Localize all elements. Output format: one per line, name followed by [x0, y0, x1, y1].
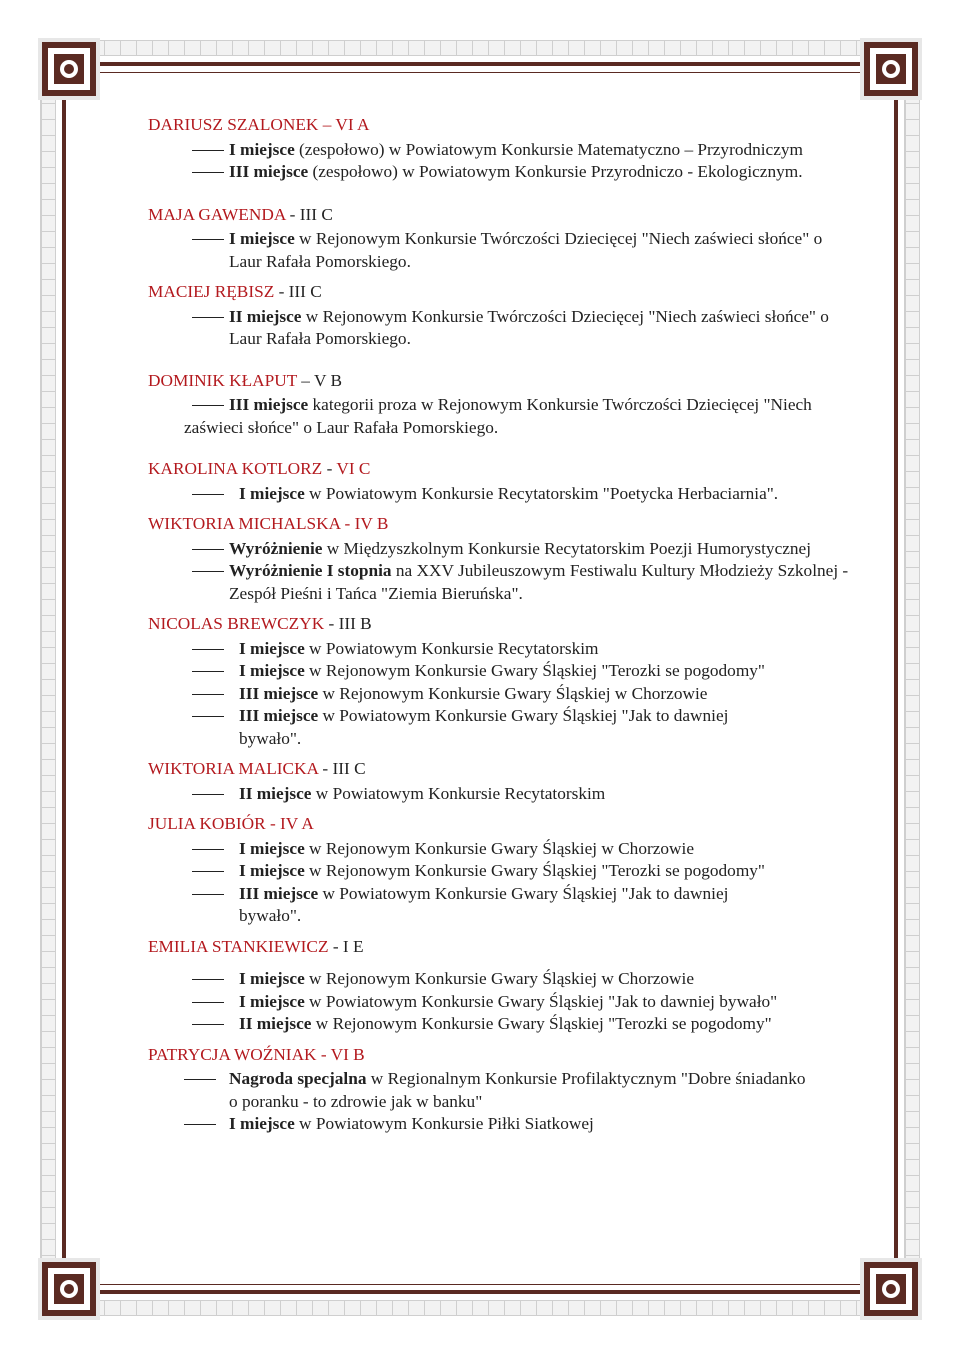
award-place: I miejsce: [239, 483, 305, 503]
award-place: Wyróżnienie I stopnia: [229, 561, 392, 580]
award-item: [148, 394, 850, 439]
student-entry: [148, 281, 850, 351]
award-place: Nagroda specjalna: [229, 1069, 367, 1088]
student-heading: [148, 813, 850, 836]
dash-icon: [192, 405, 224, 406]
frame-top-line: [62, 62, 898, 66]
student-name: NICOLAS BREWCZYK: [148, 614, 325, 633]
student-separator: -: [340, 514, 355, 533]
dash-icon: [184, 1079, 216, 1080]
award-description: w Powiatowym Konkursie Piłki Siatkowej: [294, 1114, 594, 1133]
award-description: w Rejonowym Konkursie Gwary Śląskiej "Terozki se pogodomy": [304, 661, 765, 680]
dash-icon: [192, 172, 224, 173]
award-description: w Rejonowym Konkursie Gwary Śląskiej w Chorzowie: [318, 683, 708, 703]
frame-inner-bottom-line: [80, 1284, 880, 1285]
award-place: I miejsce: [239, 969, 305, 988]
student-class: VI B: [330, 1044, 365, 1064]
student-entry: [148, 114, 850, 184]
award-description: kategorii proza w Rejonowym Konkursie Twórczości Dziecięcej "Niech zaświeci słońce" o Laur Rafała Pomorskiego.: [184, 395, 812, 437]
corner-ornament-icon: [38, 1258, 100, 1320]
student-class: III C: [299, 204, 333, 224]
award-item: [148, 1113, 850, 1136]
award-place: I miejsce: [229, 139, 295, 159]
student-class: III C: [288, 282, 322, 301]
award-description: w Powiatowym Konkursie Gwary Śląskiej "Jak to dawniej bywało": [304, 991, 778, 1011]
frame-bottom-tiles: [40, 1300, 920, 1316]
dash-icon: [192, 794, 224, 795]
award-place: III miejsce: [239, 683, 319, 703]
student-heading: [148, 613, 850, 636]
student-class: VI C: [336, 459, 371, 478]
award-description: w Regionalnym Konkursie Profilaktycznym "Dobre śniadanko o poranku - to zdrowie jak w banku": [229, 1069, 806, 1111]
student-entry: [148, 936, 850, 1036]
frame-right-line: [894, 62, 898, 1294]
student-entry: [148, 513, 850, 605]
student-class: IV B: [354, 514, 389, 533]
student-separator: -: [324, 614, 339, 633]
award-place: III miejsce: [229, 162, 309, 181]
student-entry: [148, 813, 850, 928]
dash-icon: [192, 150, 224, 151]
frame-top-tiles: [40, 40, 920, 56]
student-entry: [148, 758, 850, 805]
student-class: VI A: [335, 115, 370, 134]
award-description: w Powiatowym Konkursie Recytatorskim: [304, 638, 599, 658]
award-description: (zespołowo) w Powiatowym Konkursie Matematyczno – Przyrodniczym: [294, 139, 803, 159]
student-separator: -: [322, 459, 337, 478]
student-heading: [148, 370, 850, 393]
student-heading: [148, 458, 850, 481]
dash-icon: [192, 571, 224, 572]
student-name: DOMINIK KŁAPUT: [148, 370, 297, 390]
student-name: MAJA GAWENDA: [148, 204, 286, 224]
student-separator: –: [318, 115, 336, 134]
dash-icon: [192, 494, 224, 495]
student-name: WIKTORIA MALICKA: [148, 759, 319, 778]
award-description: w Rejonowym Konkursie Gwary Śląskiej w Chorzowie: [304, 969, 694, 988]
student-heading: [148, 114, 850, 137]
corner-ornament-icon: [860, 1258, 922, 1320]
dash-icon: [192, 716, 224, 717]
student-heading: [148, 936, 850, 959]
award-description: w Rejonowym Konkursie Twórczości Dziecięcej "Niech zaświeci słońce" o Laur Rafała Pomorskiego.: [229, 229, 823, 271]
student-separator: -: [318, 759, 333, 778]
award-place: I miejsce: [239, 638, 305, 658]
award-description: w Powiatowym Konkursie Gwary Śląskiej "Jak to dawniej bywało".: [239, 883, 729, 925]
student-class: III B: [338, 614, 372, 633]
dash-icon: [192, 1024, 224, 1025]
award-place: I miejsce: [229, 1114, 295, 1133]
frame-left-tiles: [40, 40, 56, 1316]
student-name: JULIA KOBIÓR: [148, 814, 266, 833]
student-class: IV A: [280, 814, 314, 833]
award-place: III miejsce: [239, 706, 319, 725]
frame-right-tiles: [904, 40, 920, 1316]
award-description: w Rejonowym Konkursie Gwary Śląskiej "Terozki se pogodomy": [311, 1014, 772, 1033]
award-item: [148, 991, 850, 1014]
student-name: KAROLINA KOTLORZ: [148, 459, 323, 478]
award-place: III miejsce: [229, 395, 309, 414]
award-place: I miejsce: [229, 229, 295, 248]
frame-inner-top-line: [80, 72, 880, 73]
award-description: w Rejonowym Konkursie Gwary Śląskiej w Chorzowie: [304, 838, 694, 858]
award-item: [148, 139, 850, 162]
award-description: w Rejonowym Konkursie Gwary Śląskiej "Terozki se pogodomy": [304, 861, 765, 880]
student-separator: -: [316, 1044, 331, 1064]
student-entry: [148, 458, 850, 505]
student-name: MACIEJ RĘBISZ: [148, 282, 275, 301]
student-heading: [148, 204, 850, 227]
award-item: [148, 860, 850, 883]
dash-icon: [192, 1002, 224, 1003]
award-place: I miejsce: [239, 661, 305, 680]
award-place: II miejsce: [239, 783, 312, 803]
award-description: w Rejonowym Konkursie Twórczości Dziecięcej "Niech zaświeci słońce" o Laur Rafała Pomorskiego.: [229, 306, 829, 348]
award-item: [148, 161, 850, 184]
award-description: w Międzyszkolnym Konkursie Recytatorskim Poezji Humorystycznej: [322, 538, 812, 558]
award-item: [148, 483, 850, 506]
student-heading: [148, 513, 850, 536]
frame-bottom-line: [62, 1290, 898, 1294]
award-item: [148, 306, 850, 351]
student-entry: [148, 1044, 850, 1136]
dash-icon: [192, 549, 224, 550]
student-class: I E: [342, 936, 364, 956]
award-description: w Powiatowym Konkursie Gwary Śląskiej "Jak to dawniej bywało".: [239, 706, 729, 748]
dash-icon: [192, 894, 224, 895]
award-item: [148, 838, 850, 861]
award-item: [148, 683, 850, 706]
student-separator: -: [265, 814, 281, 833]
award-item: [148, 638, 850, 661]
award-place: II miejsce: [229, 306, 302, 326]
award-item: [148, 968, 850, 991]
student-name: DARIUSZ SZALONEK: [148, 115, 319, 134]
awards-list: [148, 114, 850, 1146]
award-item: [148, 1013, 850, 1036]
dash-icon: [192, 317, 224, 318]
award-item: [148, 660, 850, 683]
dash-icon: [192, 979, 224, 980]
student-class: V B: [313, 370, 342, 390]
student-name: EMILIA STANKIEWICZ: [148, 936, 329, 956]
student-entry: [148, 204, 850, 274]
corner-ornament-icon: [38, 38, 100, 100]
dash-icon: [184, 1124, 216, 1125]
award-place: II miejsce: [239, 1014, 312, 1033]
student-entry: [148, 613, 850, 750]
award-item: [148, 560, 850, 605]
dash-icon: [192, 849, 224, 850]
dash-icon: [192, 871, 224, 872]
award-place: Wyróżnienie: [229, 538, 323, 558]
student-heading: [148, 281, 850, 304]
dash-icon: [192, 239, 224, 240]
award-item: [148, 228, 850, 273]
award-item: [148, 1068, 850, 1113]
award-description: w Powiatowym Konkursie Recytatorskim "Poetycka Herbaciarnia".: [304, 483, 779, 503]
award-item: [148, 705, 850, 750]
frame-left-line: [62, 62, 66, 1294]
award-place: I miejsce: [239, 991, 305, 1011]
student-heading: [148, 758, 850, 781]
award-item: [148, 538, 850, 561]
student-heading: [148, 1044, 850, 1067]
student-separator: -: [328, 936, 343, 956]
dash-icon: [192, 694, 224, 695]
award-description: na XXV Jubileuszowym Festiwalu Kultury Młodzieży Szkolnej - Zespół Pieśni i Tańca "Ziemia Bieruńska".: [229, 561, 849, 603]
student-separator: –: [296, 370, 314, 390]
student-entry: [148, 370, 850, 440]
award-place: I miejsce: [239, 838, 305, 858]
student-separator: -: [274, 282, 289, 301]
award-place: I miejsce: [239, 861, 305, 880]
student-separator: -: [285, 204, 300, 224]
award-description: (zespołowo) w Powiatowym Konkursie Przyrodniczo - Ekologicznym.: [308, 162, 803, 181]
award-place: III miejsce: [239, 883, 319, 903]
award-item: [148, 783, 850, 806]
student-name: PATRYCJA WOŹNIAK: [148, 1044, 317, 1064]
student-class: III C: [332, 759, 366, 778]
award-description: w Powiatowym Konkursie Recytatorskim: [311, 783, 606, 803]
student-name: WIKTORIA MICHALSKA: [148, 514, 341, 533]
dash-icon: [192, 649, 224, 650]
award-item: [148, 883, 850, 928]
dash-icon: [192, 671, 224, 672]
corner-ornament-icon: [860, 38, 922, 100]
